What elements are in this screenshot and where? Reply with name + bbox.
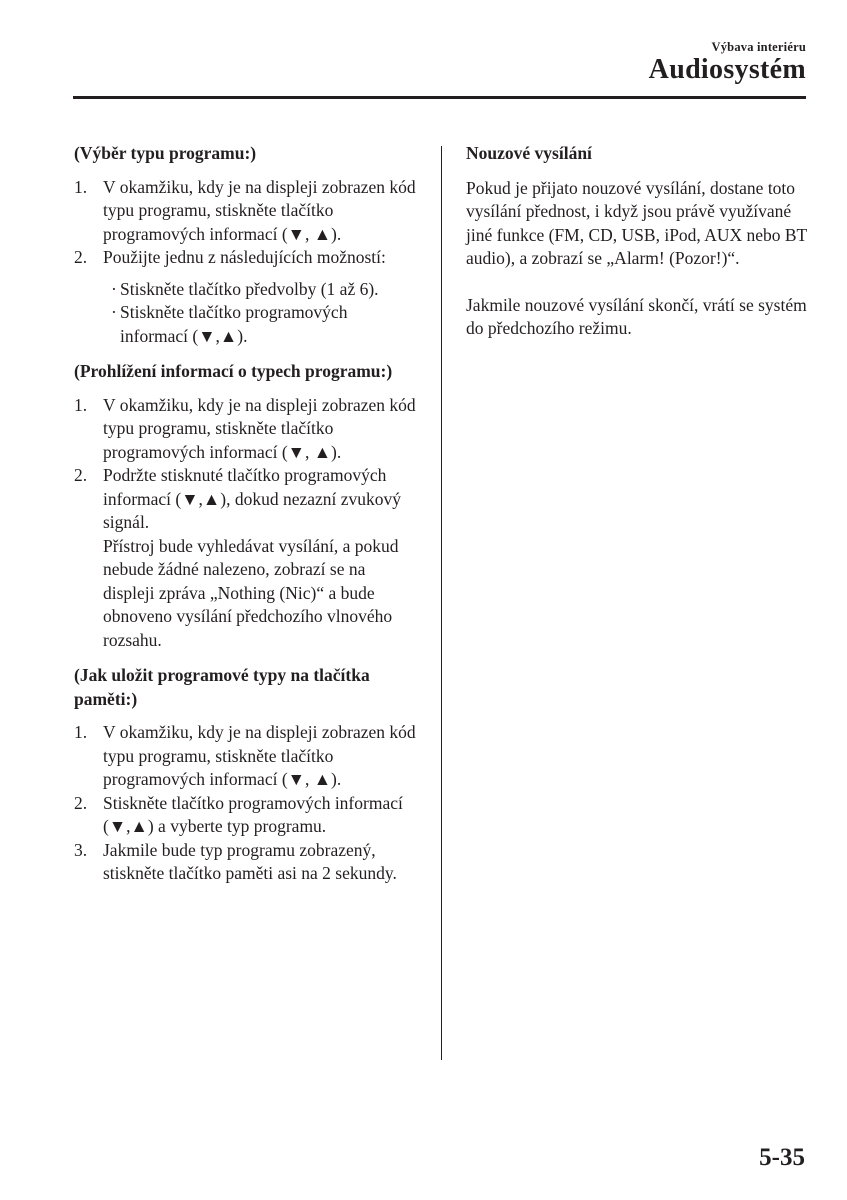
bullet-mark: ·	[111, 302, 117, 322]
section-heading-program-type-select: (Výběr typu programu:)	[74, 143, 257, 163]
section-heading-program-type-info: (Prohlížení informací o typech programu:)	[74, 361, 393, 381]
step-text: Jakmile bude typ programu zobrazený, stiskněte tlačítko paměti asi na 2 sekundy.	[103, 839, 397, 883]
list-item	[74, 792, 419, 839]
steps-store-program-types	[74, 721, 419, 886]
paragraph: Jakmile nouzové vysílání skončí, vrátí se systém do předchozího režimu.	[466, 294, 807, 338]
list-item	[103, 301, 419, 348]
step-text: V okamžiku, kdy je na displeji zobrazen kód typu programu, stiskněte tlačítko programových informací (▼, ▲).	[103, 176, 416, 244]
step-number: 2.	[74, 247, 88, 267]
step-number: 1.	[74, 176, 88, 197]
step-note: Přístroj bude vyhledávat vysílání, a pokud nebude žádné nalezeno, zobrazí se na displeji zpráva „Nothing (Nic)“ a bude obnoveno vysílání předchozího vlnového rozsahu.	[103, 535, 399, 650]
list-item	[103, 278, 419, 302]
column-divider	[441, 146, 442, 1060]
left-column	[74, 142, 419, 886]
list-item	[74, 246, 419, 348]
section-heading-store-program-types: (Jak uložit programové typy na tlačítka paměti:)	[74, 665, 370, 709]
steps-program-type-select	[74, 176, 419, 349]
step-text: Podržte stisknuté tlačítko programových informací (▼,▲), dokud nezazní zvukový signál.	[103, 465, 402, 532]
paragraph: Pokud je přijato nouzové vysílání, dostane toto vysílání přednost, i když jsou právě využívané jiné funkce (FM, CD, USB, iPod, AUX nebo BT audio), a zobrazí se „Alarm! (Pozor!)“.	[466, 177, 807, 268]
step-text: Stiskněte tlačítko programových informací (▼,▲) a vyberte typ programu.	[103, 792, 403, 836]
section-heading-emergency-broadcast: Nouzové vysílání	[466, 143, 592, 163]
step-number: 2.	[74, 465, 88, 485]
header-rule	[73, 96, 806, 99]
step-text: Použijte jednu z následujících možností:	[103, 247, 386, 267]
steps-program-type-info	[74, 394, 419, 653]
list-item	[74, 839, 419, 886]
section-header: Výbava interiéru	[711, 40, 806, 54]
list-item	[74, 464, 419, 652]
step-number: 2.	[74, 792, 88, 813]
list-item	[74, 721, 419, 792]
list-item	[74, 394, 419, 465]
step-number: 1.	[74, 394, 88, 415]
list-item	[74, 176, 419, 247]
step-number: 1.	[74, 722, 88, 742]
right-column	[466, 142, 811, 341]
step-text: V okamžiku, kdy je na displeji zobrazen kód typu programu, stiskněte tlačítko programových informací (▼, ▲).	[103, 722, 416, 789]
options-list	[103, 278, 419, 349]
step-number: 3.	[74, 839, 88, 860]
bullet-text: Stiskněte tlačítko programových informací (▼,▲).	[120, 302, 348, 346]
bullet-text: Stiskněte tlačítko předvolby (1 až 6).	[120, 278, 379, 299]
step-text: V okamžiku, kdy je na displeji zobrazen kód typu programu, stiskněte tlačítko programových informací (▼, ▲).	[103, 394, 416, 462]
page-number: 5-35	[759, 1144, 805, 1171]
page-title: Audiosystém	[648, 54, 806, 85]
bullet-mark: ·	[111, 278, 117, 299]
